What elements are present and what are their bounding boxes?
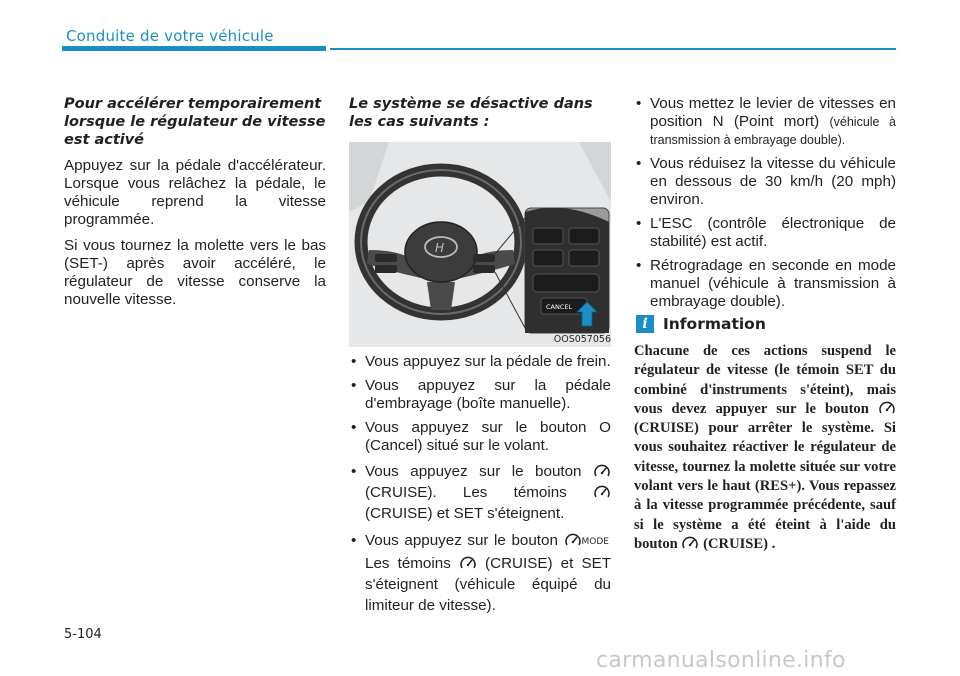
list-item: • Rétrogradage en seconde en mode manuel (véhicule à transmission à embrayage double). [634, 257, 896, 311]
cruise-speedometer-icon [878, 400, 896, 416]
list-item: • Vous appuyez sur la pédale de frein. [349, 353, 611, 371]
deactivation-list [349, 353, 611, 616]
information-title: Information [663, 315, 766, 333]
steering-wheel-illustration [349, 142, 611, 347]
header-accent-bar [62, 46, 326, 51]
deactivation-list-container [349, 353, 611, 622]
information-header [636, 315, 766, 333]
cruise-speedometer-icon [593, 484, 611, 500]
column-right [634, 95, 896, 317]
information-text: Chacune de ces actions suspend le régulateur de vitesse (le témoin SET du combiné d'instruments s'éteint), mais vous devez appuyer sur le bouton (CRUISE) pour arrêter le système. Si vous souhaitez réactiver le régulateur de vitesse, tournez la molette située sur votre volant vers le haut (RES+). Vous repassez à la vitesse programmée précédente, sauf si le système a été éteint à l'aide du bouton (CRUISE) . [634, 343, 896, 552]
figure-code: OOS057056 [553, 334, 611, 345]
column-left [64, 95, 326, 317]
paragraph-accelerator: Appuyez sur la pédale d'accélérateur. Lorsque vous relâchez la pédale, le véhicule reprend la vitesse programmée. [64, 157, 326, 228]
mode-label: MODE [581, 537, 609, 547]
list-item: • Vous appuyez sur le bouton O (Cancel) situé sur le volant. [349, 419, 611, 455]
list-item: • Vous réduisez la vitesse du véhicule en dessous de 30 km/h (20 mph) environ. [634, 155, 896, 209]
cruise-speedometer-icon [564, 532, 582, 548]
list-item: • Vous mettez le levier de vitesses en position N (Point mort) (véhicule à transmission à embrayage double). [634, 95, 896, 149]
list-item: • Vous appuyez sur le bouton (CRUISE). Les témoins (CRUISE) et SET s'éteignent. [349, 461, 611, 524]
page-number: 5-104 [64, 627, 102, 642]
header-rule [330, 48, 896, 50]
column-middle [349, 95, 611, 139]
cancel-label: CANCEL [546, 303, 573, 311]
cruise-speedometer-icon [681, 535, 699, 551]
cruise-speedometer-icon [593, 463, 611, 479]
info-icon: i [636, 315, 654, 333]
section-title: Conduite de votre véhicule [66, 27, 274, 45]
paragraph-set-minus: Si vous tournez la molette vers le bas (SET-) après avoir accéléré, le régulateur de vitesse conserve la nouvelle vitesse. [64, 237, 326, 308]
list-item: • Vous appuyez sur la pédale d'embrayage (boîte manuelle). [349, 377, 611, 413]
svg-text:H: H [435, 241, 445, 255]
heading-deactivation: Le système se désactive dans les cas suivants : [349, 96, 593, 130]
steering-wheel-figure [349, 142, 611, 347]
list-item: • L'ESC (contrôle électronique de stabilité) est actif. [634, 215, 896, 251]
heading-acceleration: Pour accélérer temporairement lorsque le régulateur de vitesse est activé [64, 96, 326, 148]
list-item: • Vous appuyez sur le bouton MODE Les témoins (CRUISE) et SET s'éteignent (véhicule équipé du limiteur de vitesse). [349, 530, 611, 616]
cruise-speedometer-icon [459, 555, 477, 571]
watermark: carmanualsonline.info [596, 648, 846, 673]
conditions-list [634, 95, 896, 311]
